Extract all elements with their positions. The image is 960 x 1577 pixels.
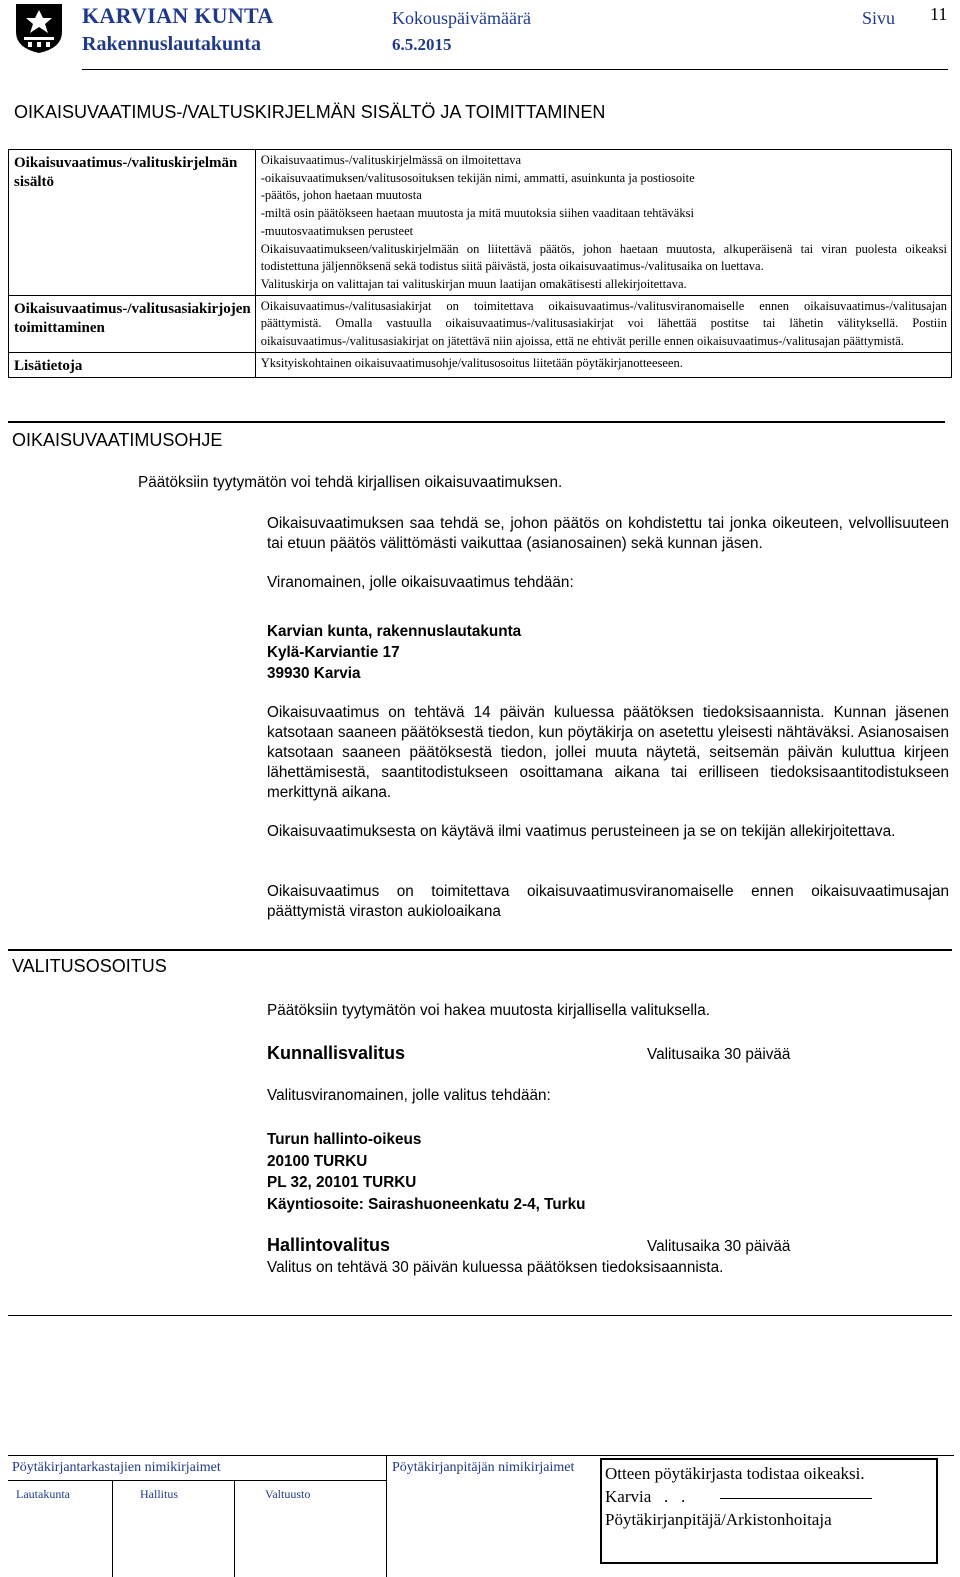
organization-name: KARVIAN KUNTA	[82, 3, 274, 28]
footer-col-board: Lautakunta	[16, 1487, 70, 1501]
header-divider	[82, 69, 948, 70]
section-divider	[8, 1315, 952, 1316]
address-line: 20100 TURKU	[267, 1152, 368, 1170]
complaint-authority-text: Valitusviranomainen, jolle valitus tehdään:	[267, 1087, 551, 1104]
table-row	[9, 295, 952, 352]
text-line: Valituskirja on valittajan tai valituskirjan muun laatijan omakätisesti allekirjoitettava.	[260, 276, 687, 291]
certification-place-text: Karvia . .	[605, 1487, 686, 1506]
text-line: Oikaisuvaatimus-/valituskirjelmässä on ilmoitettava	[260, 153, 522, 167]
section-title-complaint: VALITUSOSOITUS	[12, 956, 167, 976]
meeting-date: 6.5.2015	[392, 35, 452, 54]
instructions-table	[8, 149, 952, 378]
address-line: Kylä-Karviantie 17	[267, 644, 400, 661]
footer-divider-v	[386, 1455, 387, 1577]
certification-place	[605, 1485, 933, 1508]
administrative-complaint-time: Valitusaika 30 päivää	[647, 1238, 791, 1255]
keeper-initials-label: Pöytäkirjanpitäjän nimikirjaimet	[392, 1460, 575, 1475]
administrative-complaint-text: Valitus on tehtävä 30 päivän kuluessa päätöksen tiedoksisaannista.	[267, 1259, 724, 1276]
footer-divider-v	[112, 1480, 113, 1577]
footer-divider	[8, 1480, 386, 1481]
board-name: Rakennuslautakunta	[82, 33, 261, 55]
municipality-crest-icon	[14, 2, 64, 54]
address-line: Turun hallinto-oikeus	[267, 1131, 422, 1148]
meeting-date-label: Kokouspäivämäärä	[392, 8, 531, 28]
address-line: Karvian kunta, rakennuslautakunta	[267, 623, 522, 640]
footer-divider	[8, 1455, 954, 1456]
section-title-appeal: OIKAISUVAATIMUSOHJE	[12, 430, 223, 450]
section-divider	[8, 949, 952, 951]
footer-divider-v	[234, 1480, 235, 1577]
appeal-paragraph-2: Viranomainen, jolle oikaisuvaatimus tehdään:	[267, 574, 574, 591]
section-divider	[8, 421, 945, 423]
row-text	[255, 295, 951, 352]
signature-date-line	[720, 1498, 872, 1499]
table-row	[9, 150, 952, 296]
section-title-content: OIKAISUVAATIMUS-/VALTUSKIRJELMÄN SISÄLTÖ JA TOIMITTAMINEN	[14, 102, 606, 122]
address-line: Käyntiosoite: Sairashuoneenkatu 2-4, Turku	[267, 1195, 586, 1213]
address-line: 39930 Karvia	[267, 665, 361, 682]
court-address	[267, 1129, 585, 1215]
certification-text: Otteen pöytäkirjasta todistaa oikeaksi.	[605, 1464, 865, 1483]
appeal-paragraph-3: Oikaisuvaatimus on tehtävä 14 päivän kuluessa päätöksen tiedoksisaannista. Kunnan jäsenen katsotaan saaneen päätöksestä tiedon, kun pöytäkirja on asetettu yleisesti nähtäväksi. Asianosaisen katsotaan saaneen päätöksestä tiedon, jollei muuta näytetä, seitsemän päivän kuluttua kirjeen lähettämisestä, saantitodistukseen osoittamana aikana tai erilliseen tiedoksisaantitodistukseen merkittynä aikana.	[267, 704, 949, 801]
row-text	[255, 150, 951, 296]
checkers-initials-label: Pöytäkirjantarkastajien nimikirjaimet	[12, 1460, 221, 1475]
appeal-paragraph-4: Oikaisuvaatimuksesta on käytävä ilmi vaatimus perusteineen ja se on tekijän allekirjoitettava.	[267, 823, 896, 840]
text-line: -muutosvaatimuksen perusteet	[260, 223, 414, 238]
certification-signer: Pöytäkirjanpitäjä/Arkistonhoitaja	[605, 1510, 832, 1529]
municipal-complaint-title: Kunnallisvalitus	[267, 1043, 406, 1063]
table-row	[9, 352, 952, 377]
appeal-paragraph-1: Oikaisuvaatimuksen saa tehdä se, johon päätös on kohdistettu tai jonka oikeuteen, velvollisuuteen tai etuun päätös välittömästi vaikuttaa (asianosainen) sekä kunnan jäsen.	[267, 515, 949, 552]
text-line: -oikaisuvaatimuksen/valitusosoituksen tekijän nimi, ammatti, asuinkunta ja postiosoite	[260, 170, 695, 185]
row-label: Oikaisuvaatimus-/valitusasiakirjojen toimittaminen	[9, 295, 256, 352]
certification-box	[600, 1458, 938, 1564]
text-line: -päätös, johon haetaan muutosta	[260, 188, 422, 203]
text-line: Yksityiskohtainen oikaisuvaatimusohje/valitusosoitus liitetään pöytäkirjanotteeseen.	[260, 355, 683, 370]
appeal-address	[267, 621, 521, 684]
row-text	[255, 352, 951, 377]
text-line: Oikaisuvaatimukseen/valituskirjelmään on liitettävä päätös, johon haetaan muutosta, alkuperäisenä tai viran puolesta oikeaksi todistettuna jäljennöksenä sekä todistus siitä päivästä, josta oikaisuvaatimus-/valitusaika on luettava.	[260, 241, 947, 274]
row-label: Oikaisuvaatimus-/valituskirjelmän sisältö	[9, 150, 256, 296]
address-line: PL 32, 20101 TURKU	[267, 1174, 417, 1191]
row-label: Lisätietoja	[9, 352, 256, 377]
footer-col-council: Valtuusto	[265, 1487, 311, 1501]
page-label: Sivu	[862, 8, 896, 28]
appeal-paragraph-5: Oikaisuvaatimus on toimitettava oikaisuvaatimusviranomaiselle ennen oikaisuvaatimusajan päättymistä viraston aukioloaikana	[267, 883, 949, 920]
text-line: Oikaisuvaatimus-/valitusasiakirjat on toimitettava oikaisuvaatimus-/valitusviranomaiselle ennen oikaisuvaatimus-/valitusajan päättymistä. Omalla vastuulla oikaisuvaatimus-/valitusasiakirjat voi lähettää postitse tai lähetin välityksellä. Postiin oikaisuvaatimus-/valitusasiakirjat on jätettävä niin ajoissa, että ne ehtivät perille ennen oikaisuvaatimus-/valitusajan päättymistä.	[260, 298, 947, 349]
municipal-complaint-time: Valitusaika 30 päivää	[647, 1046, 791, 1063]
text-line: -miltä osin päätökseen haetaan muutosta ja mitä muutoksia siihen vaaditaan tehtäväksi	[260, 206, 694, 221]
appeal-intro: Päätöksiin tyytymätön voi tehdä kirjallisen oikaisuvaatimuksen.	[138, 474, 563, 491]
complaint-intro: Päätöksiin tyytymätön voi hakea muutosta kirjallisella valituksella.	[267, 1002, 710, 1019]
footer-col-government: Hallitus	[140, 1487, 178, 1501]
page-number: 11	[930, 4, 948, 24]
administrative-complaint-title: Hallintovalitus	[267, 1235, 391, 1255]
